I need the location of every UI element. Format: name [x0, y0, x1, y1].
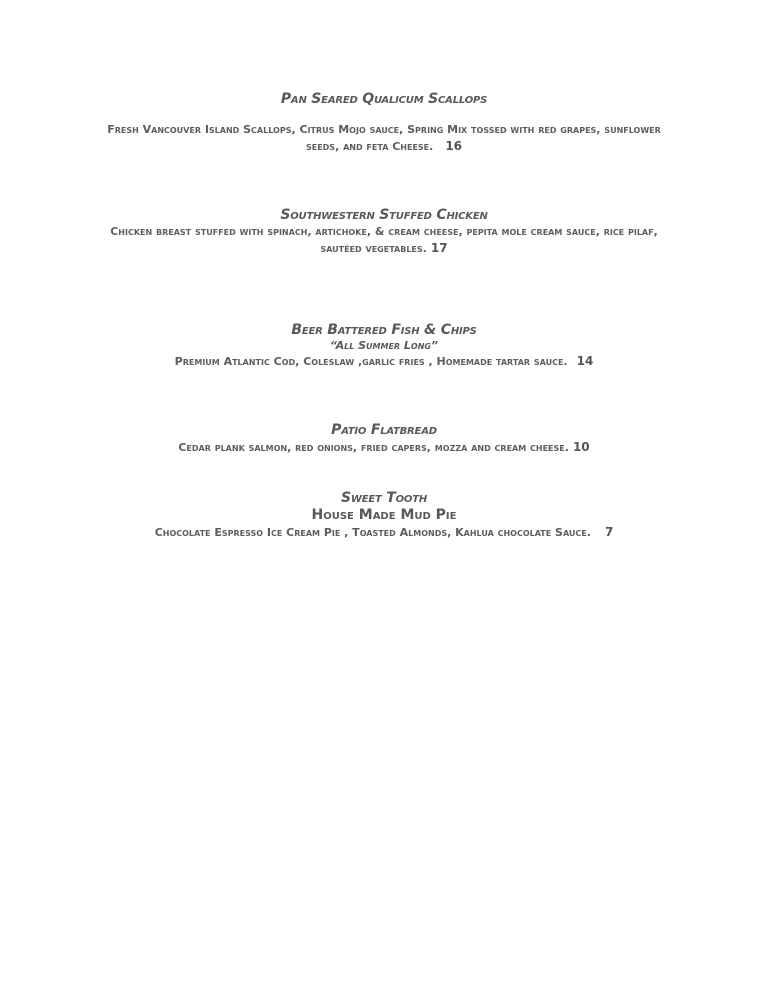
item-title: Southwestern Stuffed Chicken — [280, 207, 488, 223]
item-title: Patio Flatbread — [331, 422, 437, 438]
menu-item-flatbread — [0, 421, 768, 456]
item-description-text: Fresh Vancouver Island Scallops, Citrus Mojo sauce, Spring Mix tossed with red grapes, sunflower seeds, and feta Cheese. — [107, 123, 661, 153]
item-tagline: “All Summer Long” — [329, 339, 439, 352]
item-title: Beer Battered Fish & Chips — [291, 322, 477, 338]
menu-item-sweet-tooth — [0, 489, 768, 541]
item-description-text: Chicken breast stuffed with spinach, artichoke, & cream cheese, pepita mole cream sauce, rice pilaf, sautéed vegetables. — [110, 225, 658, 255]
item-price: 10 — [572, 440, 590, 454]
item-description — [0, 439, 768, 456]
item-price: 14 — [576, 354, 594, 368]
item-description — [99, 224, 669, 257]
item-price: 17 — [430, 241, 448, 255]
item-title: Pan Seared Qualicum Scallops — [280, 91, 488, 107]
item-description — [0, 524, 768, 541]
item-description-text: Chocolate Espresso Ice Cream Pie , Toasted Almonds, Kahlua chocolate Sauce. — [154, 526, 591, 539]
item-price: 16 — [445, 139, 463, 153]
item-description-text: Cedar plank salmon, red onions, fried capers, mozza and cream cheese. — [178, 441, 569, 454]
item-description — [0, 353, 768, 370]
item-subtitle: House Made Mud Pie — [311, 507, 457, 523]
section-title: Sweet Tooth — [340, 490, 427, 506]
item-price: 7 — [604, 525, 614, 539]
item-description-text: Premium Atlantic Cod, Coleslaw ,garlic fries , Homemade tartar sauce. — [174, 355, 568, 368]
menu-item-fish-and-chips — [0, 321, 768, 370]
item-description — [94, 122, 674, 155]
menu-item-scallops — [0, 90, 768, 155]
menu-item-chicken — [0, 206, 768, 257]
